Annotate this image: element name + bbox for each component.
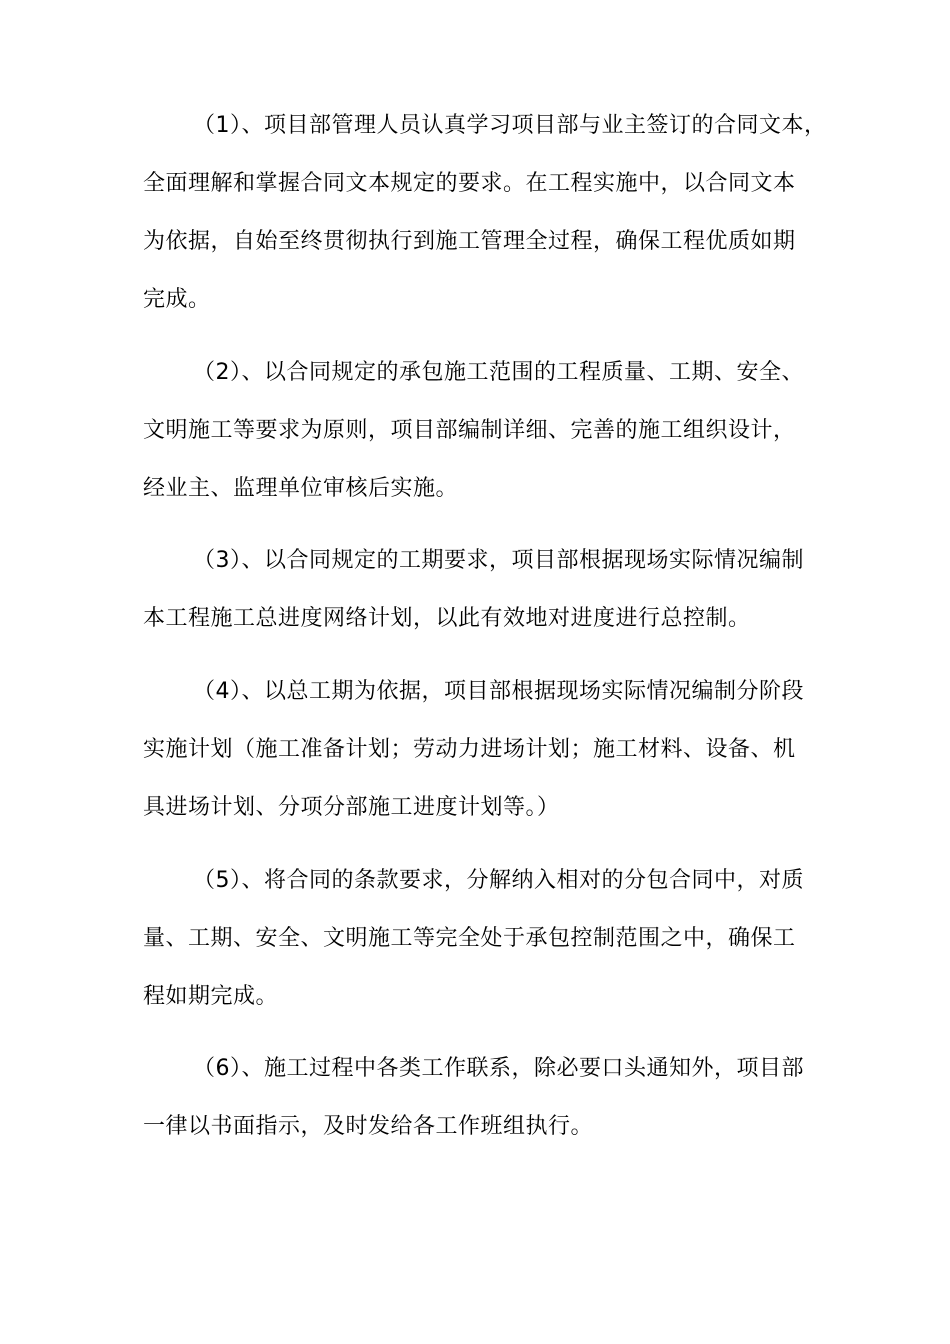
paragraph-line: 具进场计划、分项分部施工进度计划等。）	[143, 795, 560, 820]
paragraph-line: 本工程施工总进度网络计划，以此有效地对进度进行总控制。	[143, 606, 751, 631]
paragraph-line: （5）、将合同的条款要求，分解纳入相对的分包合同中，对质	[193, 868, 804, 893]
paragraph-line: 经业主、监理单位审核后实施。	[143, 476, 459, 501]
paragraph-line: （4）、以总工期为依据，项目部根据现场实际情况编制分阶段	[193, 679, 804, 704]
paragraph-line: （2）、以合同规定的承包施工范围的工程质量、工期、安全、	[193, 360, 804, 385]
paragraph-line: 一律以书面指示，及时发给各工作班组执行。	[143, 1114, 594, 1139]
paragraph-line: （6）、施工过程中各类工作联系，除必要口头通知外，项目部	[193, 1056, 804, 1081]
paragraph-line: 量、工期、安全、文明施工等完全处于承包控制范围之中，确保工	[143, 926, 796, 951]
paragraph-line: （3）、以合同规定的工期要求，项目部根据现场实际情况编制	[193, 548, 804, 573]
paragraph-line: 实施计划（施工准备计划；劳动力进场计划；施工材料、设备、机	[143, 737, 796, 762]
paragraph-line: 程如期完成。	[143, 984, 279, 1009]
paragraph-line: 全面理解和掌握合同文本规定的要求。在工程实施中，以合同文本	[143, 171, 796, 196]
paragraph-line: 文明施工等要求为原则，项目部编制详细、完善的施工组织设计，	[143, 418, 796, 443]
paragraph-line: 为依据，自始至终贯彻执行到施工管理全过程，确保工程优质如期	[143, 229, 796, 254]
paragraph-line: （1）、项目部管理人员认真学习项目部与业主签订的合同文本，	[193, 113, 827, 138]
paragraph-line: 完成。	[143, 287, 211, 312]
